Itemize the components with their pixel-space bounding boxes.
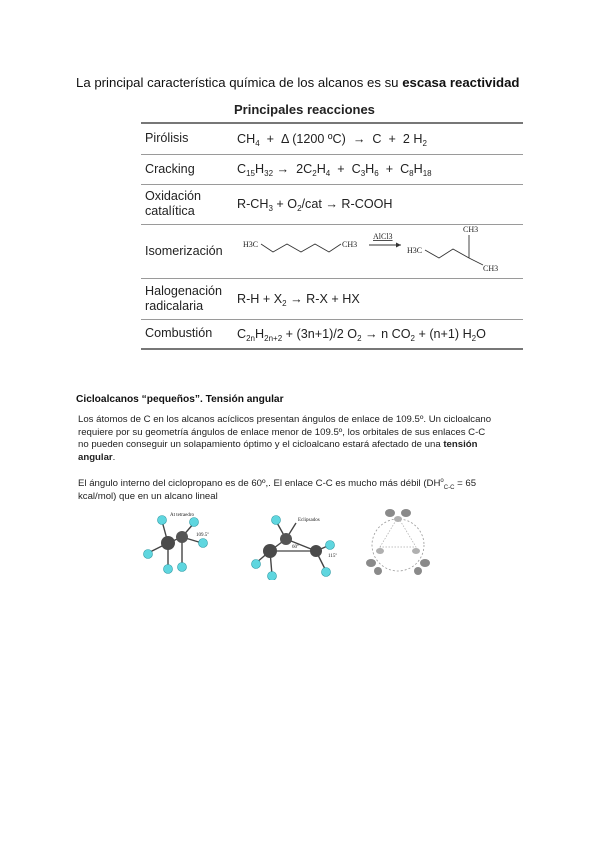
reactions-table (141, 97, 523, 350)
para2-sup: o (440, 478, 444, 484)
para2-text-b: = 65 kcal/mol) que en un alcano lineal (78, 478, 477, 502)
product-chain (425, 249, 483, 265)
para1-text: Los átomos de C en los alcanos acíclicos presentan ángulos de enlace de 109.5º. Un cicloalcano requiere por su geometría ángulos de enlace menor de 109.5º, los orbitales de sus enlaces C-C no pueden conseguir un solapamiento óptimo y el cicloalcano estará afectado de una (78, 414, 492, 451)
fig1-label: At tetraedro (170, 513, 195, 518)
reaction-name: Pirólisis (145, 131, 189, 146)
cyclopropane-figure (252, 516, 338, 581)
reactant-left-label: H3C (243, 239, 259, 249)
title-emphasis: escasa reactividad (402, 75, 520, 90)
product-right-label: CH3 (483, 263, 499, 273)
fig2-label: Eclipsados (298, 518, 320, 523)
title-intro: La principal característica química de los alcanos es su (76, 75, 403, 90)
oxidation-equation: $R-CH_3 + O_2/cat$ → R-COOH (237, 197, 393, 213)
pyrolysis-equation: $CH_4 + \Delta$ (1200 ºC) → C + 2 $H_2$ (237, 131, 427, 148)
product-left-label: H3C (407, 245, 423, 255)
section-title: Cicloalcanos “pequeños”. Tensión angular (76, 394, 284, 405)
para2-sub: C-C (443, 485, 455, 492)
reaction-name: Cracking (145, 161, 195, 176)
catalyst-label: AlCl3 (373, 231, 393, 241)
paragraph-angle-strain (78, 414, 498, 464)
halogenation-equation: $R-H + X_2 \to R-X$ + HX (237, 291, 360, 308)
reactant-right-label: CH3 (342, 239, 358, 249)
product-top-label: CH3 (463, 224, 479, 234)
table-row (141, 224, 523, 278)
table-row (141, 278, 523, 319)
table-row (141, 184, 523, 224)
tetrahedral-carbon-figure (144, 513, 210, 574)
table-row (141, 123, 523, 154)
reaction-name: Isomerización (145, 243, 223, 258)
arrow-head (396, 242, 401, 247)
para1-bold: tensión angular (78, 439, 478, 463)
reaction-name: Oxidación catalítica (145, 189, 202, 218)
table-heading: Principales reacciones (234, 102, 375, 117)
strain-figures (140, 505, 440, 580)
fig1-angle: 109.5º (196, 533, 209, 538)
fig2-inner-angle: 60º (292, 545, 299, 550)
bent-bond-orbital-figure (366, 509, 430, 575)
table-row (141, 319, 523, 349)
table-row (141, 154, 523, 184)
cracking-equation: $C_{15}H_{32} \to 2C_2H_4 + C_3H_6 + C_8H_{18}$ (237, 162, 432, 178)
para2-text-a: El ángulo interno del ciclopropano es de 60º,. El enlace C-C es mucho más débil (DH (78, 478, 441, 490)
fig2-outer-angle: 115º (328, 554, 337, 559)
page-title (76, 75, 536, 90)
isomerization-scheme (233, 224, 523, 278)
reaction-name: Halogenación radicalaria (145, 283, 223, 313)
reaction-name: Combustión (145, 326, 213, 341)
combustion-equation: $C_{2n}H_{2n+2} + (3n+1)/2$ $O_2 \to n$ $CO_2 + (n+1)$ $H_2O$ (237, 326, 486, 343)
paragraph-cyclopropane (78, 475, 498, 503)
reactant-chain (261, 244, 341, 252)
table-header-row (141, 97, 523, 123)
para1-end: . (112, 451, 116, 463)
isomerization-diagram (237, 225, 519, 275)
